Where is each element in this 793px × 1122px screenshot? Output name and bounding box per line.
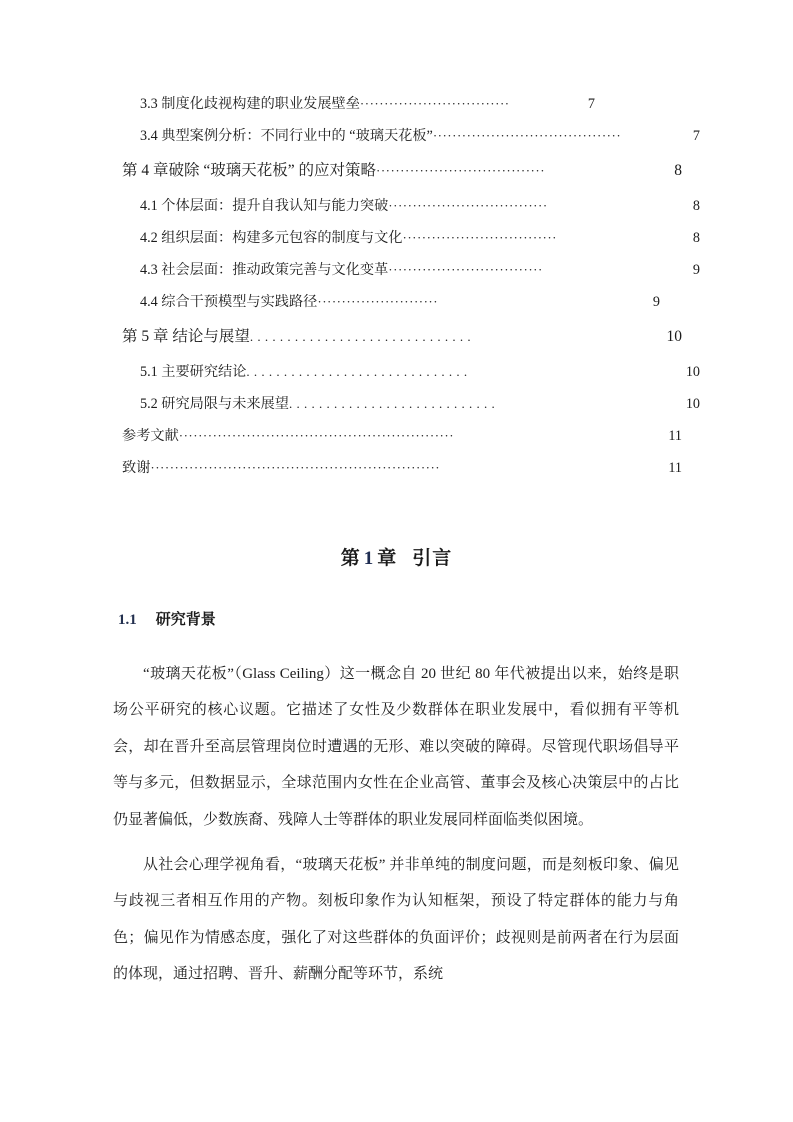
body-paragraph: 从社会心理学视角看，“玻璃天花板” 并非单纯的制度问题，而是刻板印象、偏见与歧视三者相互作用的产物。刻板印象作为认知框架，预设了特定群体的能力与角色；偏见作为情感态度，强化了对这些群体的负面评价；歧视则是前两者在行为层面的体现，通过招聘、晋升、薪酬分配等环节，系统 [113,857,679,983]
section-title: 研究背景 [155,612,216,628]
toc-page-number: 8 [674,162,682,179]
toc-entry-label: 参考文献 [122,428,179,444]
chapter-suffix: 章 [377,548,398,569]
toc-entry-5-1[interactable] [140,356,700,388]
toc-leader-dots: ······························· [359,96,510,111]
chapter-prefix: 第 [340,548,361,569]
toc-leader-dots: ································· [388,198,548,213]
toc-page-number: 7 [692,128,700,144]
toc-leader-dots: ························································· [178,428,455,443]
toc-entry-5-2[interactable] [140,388,700,420]
section-number: 1.1 [118,612,137,628]
toc-page-number: 11 [668,460,682,476]
toc-entry-label: 致谢 [122,460,151,476]
chapter-title-text: 引言 [412,548,453,569]
toc-entry-label: 4.2 组织层面：构建多元包容的制度与文化 [140,230,403,246]
toc-leader-dots: ································ [402,230,558,245]
table-of-contents [113,88,700,484]
toc-entry-3-3[interactable] [140,88,595,120]
toc-leader-dots: ······································· [432,128,622,143]
toc-entry-label: 5.2 研究局限与未来展望 [140,396,289,412]
toc-entry-label: 4.3 社会层面：推动政策完善与文化变革 [140,262,389,278]
toc-page-number: 11 [668,428,682,444]
toc-page-number: 9 [692,262,700,278]
toc-entry-4-1[interactable] [140,190,700,222]
toc-entry-4-4[interactable] [140,286,660,318]
toc-entry-label: 第 4 章破除 “玻璃天花板” 的应对策略 [122,162,377,179]
chapter-title [0,543,793,570]
toc-page-number: 10 [685,364,700,380]
toc-entry-label: 第 5 章 结论与展望 [122,328,250,345]
toc-leader-dots: ························· [317,294,439,309]
toc-page-number: 7 [587,96,595,112]
toc-entry-references[interactable] [122,420,682,452]
toc-entry-label: 5.1 主要研究结论 [140,364,247,380]
chapter-number: 1 [363,548,375,569]
toc-entry-label: 3.3 制度化歧视构建的职业发展壁垒 [140,96,360,112]
toc-leader-dots: ··································· [376,163,546,178]
toc-page-number: 10 [685,396,700,412]
toc-leader-dots: . . . . . . . . . . . . . . . . . . . . . . . . . . . . [288,396,496,411]
toc-page-number: 9 [652,294,660,310]
section-heading-1-1 [118,608,216,629]
toc-leader-dots: . . . . . . . . . . . . . . . . . . . . . . . . . . . . . . [246,364,468,379]
toc-entry-3-4[interactable] [140,120,700,152]
toc-page-number: 10 [666,328,682,345]
body-paragraph: “玻璃天花板”（Glass Ceiling）这一概念自 20 世纪 80 年代被提出以来，始终是职场公平研究的核心议题。它描述了女性及少数群体在职业发展中，看似拥有平等机会，却在晋升至高层管理岗位时遭遇的无形、难以突破的障碍。尽管现代职场倡导平等与多元，但数据显示，全球范围内女性在企业高管、董事会及核心决策层中的占比仍显著偏低，少数族裔、残障人士等群体的职业发展同样面临类似困境。 [113,666,679,828]
toc-leader-dots: ···························································· [150,460,441,475]
toc-leader-dots: . . . . . . . . . . . . . . . . . . . . . . . . . . . . . . [249,329,472,344]
toc-entry-label: 4.4 综合干预模型与实践路径 [140,294,318,310]
body-text [113,656,679,1002]
toc-entry-chapter-5[interactable] [122,318,682,356]
toc-leader-dots: ································ [388,262,543,277]
toc-entry-acknowledgement[interactable] [122,452,682,484]
toc-page-number: 8 [692,230,700,246]
toc-entry-label: 4.1 个体层面：提升自我认知与能力突破 [140,198,389,214]
toc-entry-4-3[interactable] [140,254,700,286]
toc-entry-label: 3.4 典型案例分析：不同行业中的 “玻璃天花板” [140,128,433,144]
toc-entry-chapter-4[interactable] [122,152,682,190]
toc-entry-4-2[interactable] [140,222,700,254]
toc-page-number: 8 [692,198,700,214]
